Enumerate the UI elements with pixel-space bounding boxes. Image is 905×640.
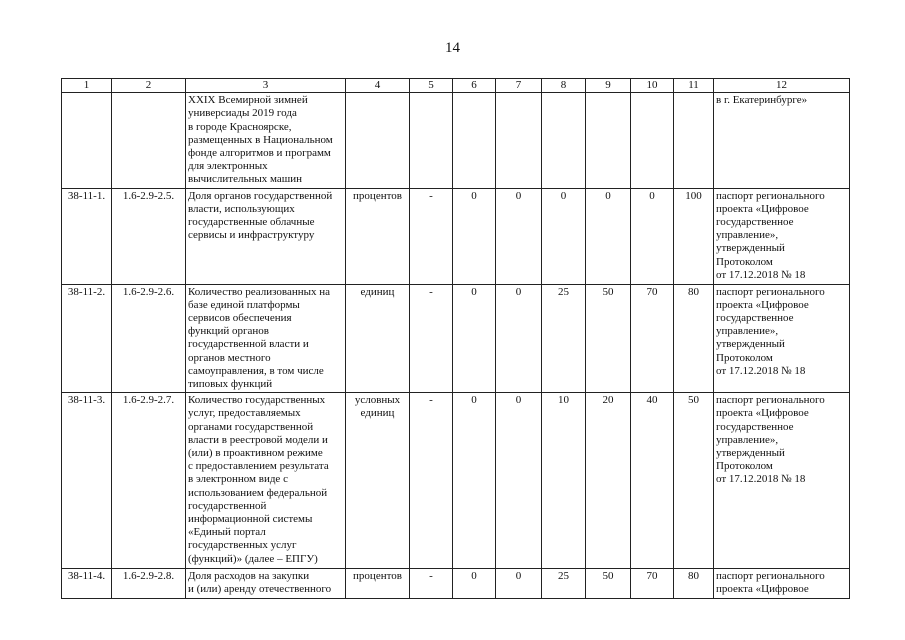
column-header: 3 bbox=[186, 79, 346, 93]
value-cell: 25 bbox=[542, 569, 586, 598]
column-header: 5 bbox=[410, 79, 453, 93]
column-header: 11 bbox=[674, 79, 714, 93]
unit: единиц bbox=[346, 284, 410, 393]
value-cell: - bbox=[410, 284, 453, 393]
value-cell: 0 bbox=[542, 188, 586, 284]
value-cell: - bbox=[410, 393, 453, 569]
value-cell: 100 bbox=[674, 188, 714, 284]
value-cell: 50 bbox=[674, 393, 714, 569]
indicator-name: Доля органов государственной власти, использующих государственные облачные сервисы и инфраструктуру bbox=[186, 188, 346, 284]
source-reference: паспорт регионального проекта «Цифровое государственное управление», утвержденный Протоколом от 17.12.2018 № 18 bbox=[714, 393, 850, 569]
row-code: 38-11-4. bbox=[62, 569, 112, 598]
value-cell: 70 bbox=[631, 284, 674, 393]
column-header: 4 bbox=[346, 79, 410, 93]
value-cell: 0 bbox=[453, 393, 496, 569]
table-row bbox=[62, 393, 850, 569]
value-cell: 0 bbox=[453, 188, 496, 284]
value-cell: 0 bbox=[496, 569, 542, 598]
page-number: 14 bbox=[445, 40, 460, 56]
table-header-row bbox=[62, 79, 850, 93]
table-row bbox=[62, 284, 850, 393]
value-cell: 0 bbox=[496, 188, 542, 284]
indicators-table bbox=[61, 78, 850, 599]
indicator-name: Количество реализованных на базе единой платформы сервисов обеспечения функций органов государственной власти и органов местного самоуправления, в том числе типовых функций bbox=[186, 284, 346, 393]
indicator-name: Количество государственных услуг, предоставляемых органами государственной власти в реестровой модели и (или) в проактивном режиме с предоставлением результата в электронном виде с использованием федеральной государственной информационной системы «Единый портал государственных услуг (функций)» (далее – ЕПГУ) bbox=[186, 393, 346, 569]
value-cell bbox=[410, 93, 453, 188]
value-cell: 70 bbox=[631, 569, 674, 598]
value-cell bbox=[453, 93, 496, 188]
indicator-name: Доля расходов на закупки и (или) аренду отечественного bbox=[186, 569, 346, 598]
row-program-code: 1.6-2.9-2.5. bbox=[112, 188, 186, 284]
row-code: 38-11-2. bbox=[62, 284, 112, 393]
source-reference: паспорт регионального проекта «Цифровое bbox=[714, 569, 850, 598]
column-header: 10 bbox=[631, 79, 674, 93]
source-reference: паспорт регионального проекта «Цифровое государственное управление», утвержденный Протоколом от 17.12.2018 № 18 bbox=[714, 284, 850, 393]
value-cell: 25 bbox=[542, 284, 586, 393]
value-cell: 40 bbox=[631, 393, 674, 569]
table-row bbox=[62, 93, 850, 188]
unit: процентов bbox=[346, 188, 410, 284]
row-code: 38-11-1. bbox=[62, 188, 112, 284]
value-cell: 0 bbox=[631, 188, 674, 284]
value-cell: 0 bbox=[586, 188, 631, 284]
unit bbox=[346, 93, 410, 188]
unit: процентов bbox=[346, 569, 410, 598]
column-header: 6 bbox=[453, 79, 496, 93]
column-header: 12 bbox=[714, 79, 850, 93]
value-cell: 80 bbox=[674, 569, 714, 598]
indicator-name: XXIX Всемирной зимней универсиады 2019 года в городе Красноярске, размещенных в Национальном фонде алгоритмов и программ для электронных вычислительных машин bbox=[186, 93, 346, 188]
value-cell: - bbox=[410, 188, 453, 284]
value-cell bbox=[674, 93, 714, 188]
column-header: 9 bbox=[586, 79, 631, 93]
value-cell: 20 bbox=[586, 393, 631, 569]
value-cell: 0 bbox=[453, 284, 496, 393]
value-cell bbox=[542, 93, 586, 188]
table-row bbox=[62, 188, 850, 284]
value-cell: 0 bbox=[496, 393, 542, 569]
row-code: 38-11-3. bbox=[62, 393, 112, 569]
column-header: 8 bbox=[542, 79, 586, 93]
column-header: 2 bbox=[112, 79, 186, 93]
value-cell: 0 bbox=[496, 284, 542, 393]
row-code bbox=[62, 93, 112, 188]
value-cell: - bbox=[410, 569, 453, 598]
column-header: 1 bbox=[62, 79, 112, 93]
value-cell: 10 bbox=[542, 393, 586, 569]
value-cell: 80 bbox=[674, 284, 714, 393]
row-program-code bbox=[112, 93, 186, 188]
value-cell bbox=[631, 93, 674, 188]
source-reference: паспорт регионального проекта «Цифровое государственное управление», утвержденный Протоколом от 17.12.2018 № 18 bbox=[714, 188, 850, 284]
value-cell bbox=[496, 93, 542, 188]
value-cell bbox=[586, 93, 631, 188]
column-header: 7 bbox=[496, 79, 542, 93]
unit: условных единиц bbox=[346, 393, 410, 569]
value-cell: 50 bbox=[586, 284, 631, 393]
table-row bbox=[62, 569, 850, 598]
source-reference: в г. Екатеринбурге» bbox=[714, 93, 850, 188]
value-cell: 0 bbox=[453, 569, 496, 598]
row-program-code: 1.6-2.9-2.6. bbox=[112, 284, 186, 393]
row-program-code: 1.6-2.9-2.8. bbox=[112, 569, 186, 598]
value-cell: 50 bbox=[586, 569, 631, 598]
row-program-code: 1.6-2.9-2.7. bbox=[112, 393, 186, 569]
